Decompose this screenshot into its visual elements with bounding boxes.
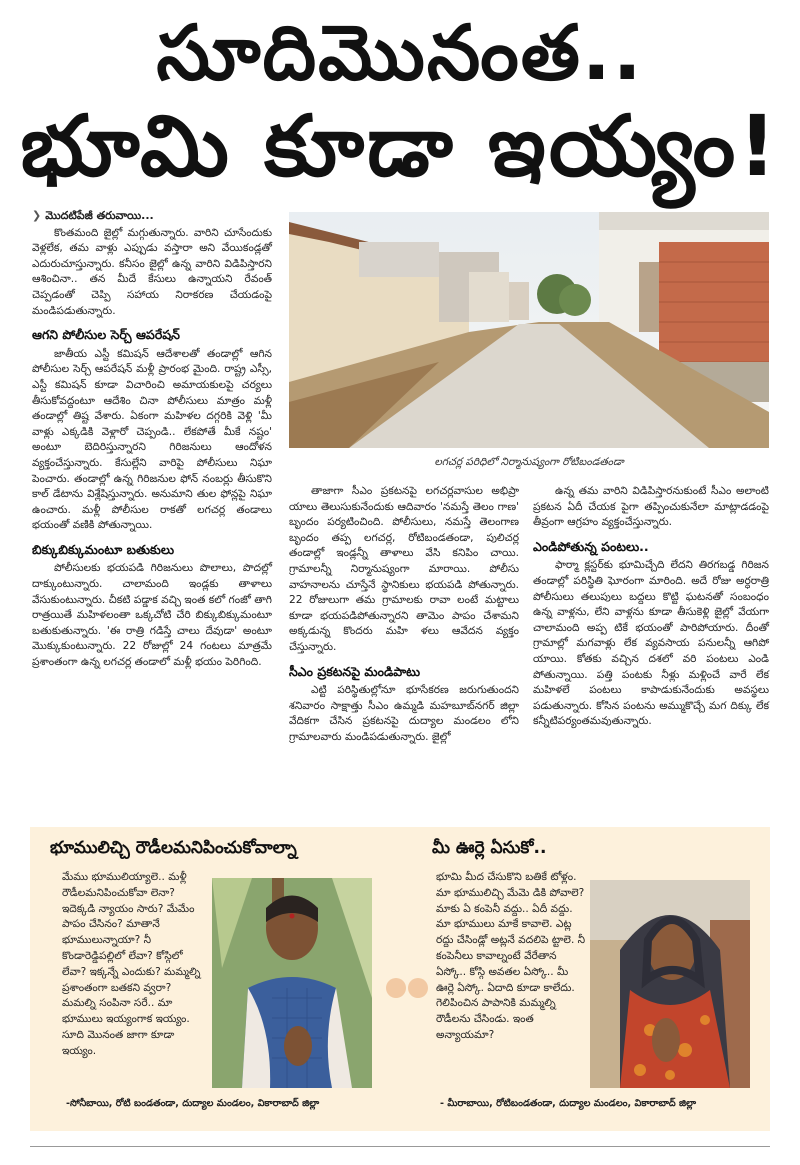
subheading: బిక్కుబిక్కుమంటూ బతుకులు [32, 541, 175, 557]
subheading: ఎండిపోతున్న పంటలు.. [533, 538, 649, 554]
article-column-2 [289, 484, 519, 746]
quote-1-title: భూములిచ్చి రౌడీలమనిపించుకోవాల్నా [50, 838, 297, 858]
article-column-1 [32, 208, 272, 671]
article-column-3 [533, 484, 769, 730]
paragraph: ఎట్టి పరిస్థితుల్లోనూ భూసేకరణ జరుగుతుందని శనివారం సాక్షాత్తు సీఎం ఉమ్మడి మహబూబ్‌నగర్ జిల్లా వేదికగా చేసిన ప్రకటనపై దుద్యాల మండలం లోని గ్రామాలవారు మండిపడుతున్నారు. జైల్లో [289, 684, 519, 743]
portrait-meerabai [590, 880, 750, 1088]
quote-1-byline: -సోనీబాయి, రోటి బండతండా, దుద్యాల మండలం, వికారాబాద్ జిల్లా [66, 1098, 320, 1109]
headline-line-2: భూమి కూడా ఇయ్యం! [20, 97, 780, 195]
paragraph: ఫార్మా క్లస్టర్‌కు భూమిచ్చేది లేదని తిరగబడ్డ గిరిజన తండాల్లో పరిస్థితి ఘోరంగా మారింది. అదే రోజు అర్ధరాత్రి పోలీసులు తలుపులు బద్దలు కొట్టి ఘటనతో సంబంధం ఉన్న వాళ్లను, లేని వాళ్లను కూడా తీసుకెళ్లి జైల్లో వేయగా చాలామంది అప్ప టికే భయంతో పారిపోయారు. దీంతో గ్రామాల్లో మగవాళ్లు లేక వ్యవసాయ పనులన్నీ ఆగిపో యాయి. కోతకు వచ్చిన దశలో వరి పంటలు ఎండి పోతున్నాయి. పత్తి పంటకు నీళ్లు మళ్లించే వారే లేక మహిళలే పంటలు కాపాడుకునేందుకు అవస్థలు పడుతున్నారు. కోసిన పంటను అమ్ముకొచ్చే మగ దిక్కు లేక కన్నీటిపర్యంతమవుతున్నారు. [533, 559, 769, 728]
portrait-sonibai [212, 878, 372, 1088]
headline-line-1: సూదిమొనంత.. [156, 8, 644, 97]
street-photo [289, 212, 769, 448]
paragraph: పోలీసులకు భయపడి గిరిజనులు పొలాలు, పొదల్లో దాక్కుంటున్నారు. చాలామంది ఇండ్లకు తాళాలు వేసుకుంటున్నారు. చీకటి పడ్డాక వచ్చి ఇంత కలో గంజో తాగి రాత్రయితే మహిళలంతా ఒక్కచోటి చేరి బిక్కుబిక్కుమంటూ బతుకుతున్నారు. 'ఈ రాత్రి గడిస్తే చాలు దేవుడా' అంటూ మొక్కుకుంటున్నారు. 22 రోజుల్లో 24 గంటలు మాత్రమే ప్రశాంతంగా ఉన్న లగచర్ల తండాలో మళ్లీ భయం పెరిగింది. [32, 562, 272, 669]
chevron-right-icon: ❯ [32, 209, 42, 222]
quote-2-text: భూమి మీద చేసుకొని బతికే టోళ్లం. మా భూములిచ్చి మేమె డికి పోవాలె? మాకు ఏ కంపెనీ వద్దు.. ఏదీ వద్దు. మా భూములు మాకే కావాలె. ఎట్ల రద్దు చేసిండ్లో అట్లనే వదలిపె ట్టాలె. నీ కంపెనీలు కావాల్నంటే వేరేతాన ఏస్కో.. కోస్గి అవతల ఏస్కో.. మీ ఊర్లె ఏస్కో. ఏదాది కూడా కాలేదు. గెలిపించిన పాపానికి మమ్మల్ని రౌడీలను చేసిండు. ఇంత అన్యాయమా? [436, 871, 586, 1041]
continued-label [32, 208, 272, 224]
continued-text: మొదటిపేజీ తరువాయి... [45, 209, 154, 222]
paragraph: కొంతమంది జైల్లో మగ్గుతున్నారు. వారిని చూసేందుకు వెళ్లలేక, తమ వాళ్లు ఎప్పుడు వస్తారా అని వేయికండ్లతో ఎదురుచూస్తున్నారు. కనీసం జైల్లో ఉన్న వారిని విడిపిస్తారని ఆశించినా.. తన మీదే కేసులు ఉన్నాయని రేవంత్ చెప్పడంతో చెప్పి సహాయ నిరాకరణ చేయడంపై మండిపడుతున్నారు. [32, 226, 272, 317]
paragraph: జాతీయ ఎస్టీ కమిషన్ ఆదేశాలతో తండాల్లో ఆగిన పోలీసుల సెర్చ్ ఆపరేషన్ మళ్లీ ప్రారంభ మైంది. రాష్ట్ర ఎస్సీ, ఎస్టీ కమిషన్ కూడా విచారించి అమాయకులపై చర్యలు తీసుకోవద్దంటూ ఆదేశిం చినా పోలీసులు మాత్రం మళ్లీ తండాల్లో తిష్ట వేశారు. ఏకంగా మహిళల దగ్గరికి వెళ్లి 'మీ వాళ్లు ఎక్కడికి వెళ్లారో చెప్పండి.. లేకపోతే మీకే నష్టం' అంటూ బెదిరిస్తున్నారని గిరిజనులు ఆందోళన వ్యక్తంచేస్తున్నారు. కేసుల్లేని వారిపై పోలీసులు నిఘా పెంచారు. తండాల్లో ఉన్న గిరిజనుల ఫోన్ నంబర్లు తీసుకొని కాల్ డేటాను విశ్లేషిస్తున్నారు. అనుమాని తుల ఫోన్లపై నిఘా ఉంచారు. మళ్లీ పోలీసుల రాకతో లగచర్ల తండాలు భయంతో వణికి పోతున్నాయి. [32, 347, 272, 532]
quote-1-text: మేము భూములియ్యాలె.. మళ్లీ రౌడీలమనిపించుకోవా లెనా? ఇదెక్కడి న్యాయం సారు? మేమేం పాపం చేసినం? మాతానే భూములున్నాయా? నీ కొండారెడ్డిపల్లిలో లేవా? కోస్గిలో లేవా? ఇక్కన్నే ఎందుకు? మమ్మల్ని ప్రశాంతంగా బతకని వ్వరా? మమల్ని సంపినా సరే.. మా భూములు ఇయ్యంగాక ఇయ్యం. సూది మొనంత జాగా కూడా ఇయ్యం. [62, 871, 201, 1057]
paragraph: తాజాగా సీఎం ప్రకటనపై లగచర్లవాసుల అభిప్రా యాలు తెలుసుకునేందుకు ఆదివారం 'నమస్తే తెలం గాణ' బృందం పర్యటించింది. పోలీసులు, నమస్తే తెలంగాణ బృందం తప్ప లగచర్ల, రోటిబండతండా, పులిచర్ల తండాల్లో ఇండ్లన్నీ తాళాలు వేసి కనిపిం చాయి. గ్రామాలన్నీ నిర్మానుష్యంగా మారాయి. పోలీసు వాహనాలను చూస్తేనే స్థానికులు భయపడి పోతున్నారు. 22 రోజులుగా తమ గ్రామాలకు రావా లంటే మట్టాలు కూడా భయపడిపోతున్నారని తామెం పాపం చేశామని అక్కడున్న కొందరు మహి ళలు ఆవేదన వ్యక్తం చేస్తున్నారు. [289, 485, 519, 653]
subheading: ఆగని పోలీసుల సెర్చ్ ఆపరేషన్ [32, 327, 180, 343]
bottom-divider [30, 1146, 770, 1147]
quote-2-title: మీ ఊర్లె ఏసుకో.. [432, 838, 547, 858]
paragraph: ఉన్న తమ వారిని విడిపిస్తారనుకుంటే సీఎం అలాంటి ప్రకటన ఏదీ చేయక పైగా తప్పించుకునేలా మాట్లాడడంపై తీవ్రంగా ఆగ్రహం వ్యక్తంచేస్తున్నారు. [533, 485, 769, 529]
photo-caption: లగచర్ల పరిధిలో నిర్మానుష్యంగా రోటిబండతండా [434, 456, 624, 468]
subheading: సీఎం ప్రకటనపై మండిపాటు [289, 663, 421, 679]
quote-mark-icon [384, 972, 430, 1002]
quote-2-byline: - మీరాబాయి, రోటిబండతండా, దుద్యాల మండలం, వికారాబాద్ జిల్లా [440, 1098, 697, 1109]
